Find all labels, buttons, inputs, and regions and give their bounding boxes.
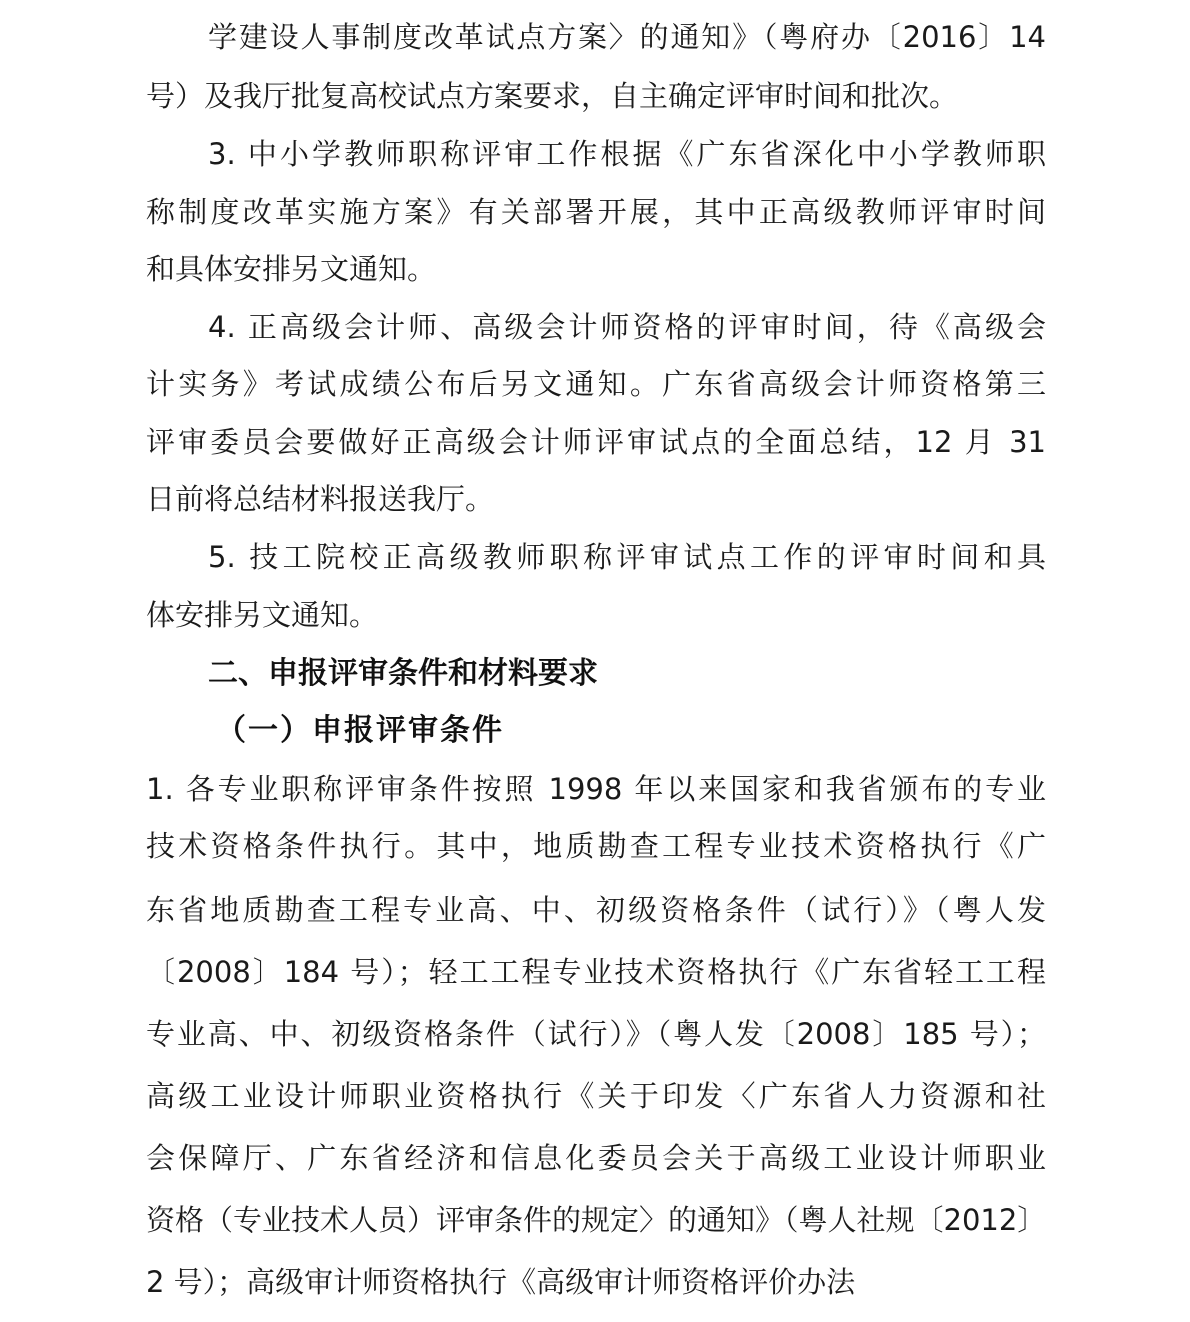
text-line: 高级工业设计师职业资格执行《关于印发〈广东省人力资源和社 [146,1079,1046,1113]
text-line: 计实务》考试成绩公布后另文通知。广东省高级会计师资格第三 [146,367,1046,401]
text-line: 东省地质勘查工程专业高、中、初级资格条件（试行）》（粤人发 [146,893,1046,927]
subsection-heading: （一）申报评审条件 [216,713,504,748]
text-line: 〔2008〕184 号）；轻工工程专业技术资格执行《广东省轻工工程 [146,955,1046,989]
text-line: 日前将总结材料报送我厅。 [146,482,495,516]
text-line: 资格（专业技术人员）评审条件的规定〉的通知》（粤人社规〔2012〕 [146,1203,1046,1237]
text-line: 体安排另文通知。 [146,598,379,632]
text-line: 会保障厅、广东省经济和信息化委员会关于高级工业设计师职业 [146,1141,1046,1175]
text-line: 和具体安排另文通知。 [146,252,437,286]
text-line: 号）及我厅批复高校试点方案要求，自主确定评审时间和批次。 [146,79,959,113]
text-line: 1. 各专业职称评审条件按照 1998 年以来国家和我省颁布的专业 [146,772,1046,806]
text-line: 5. 技工院校正高级教师职称评审试点工作的评审时间和具 [208,540,1046,574]
text-line: 专业高、中、初级资格条件（试行）》（粤人发〔2008〕185 号）； [146,1017,1046,1051]
section-heading: 二、申报评审条件和材料要求 [208,656,598,691]
text-line: 称制度改革实施方案》有关部署开展，其中正高级教师评审时间 [146,195,1046,229]
text-line: 4. 正高级会计师、高级会计师资格的评审时间，待《高级会 [208,310,1046,344]
text-line: 3. 中小学教师职称评审工作根据《广东省深化中小学教师职 [208,137,1046,171]
text-line: 评审委员会要做好正高级会计师评审试点的全面总结，12 月 31 [146,425,1046,459]
text-line: 2 号）；高级审计师资格执行《高级审计师资格评价办法 [146,1265,856,1299]
text-line: 学建设人事制度改革试点方案〉的通知》（粤府办〔2016〕14 [208,20,1046,54]
text-line: 技术资格条件执行。其中，地质勘查工程专业技术资格执行《广 [146,829,1046,863]
